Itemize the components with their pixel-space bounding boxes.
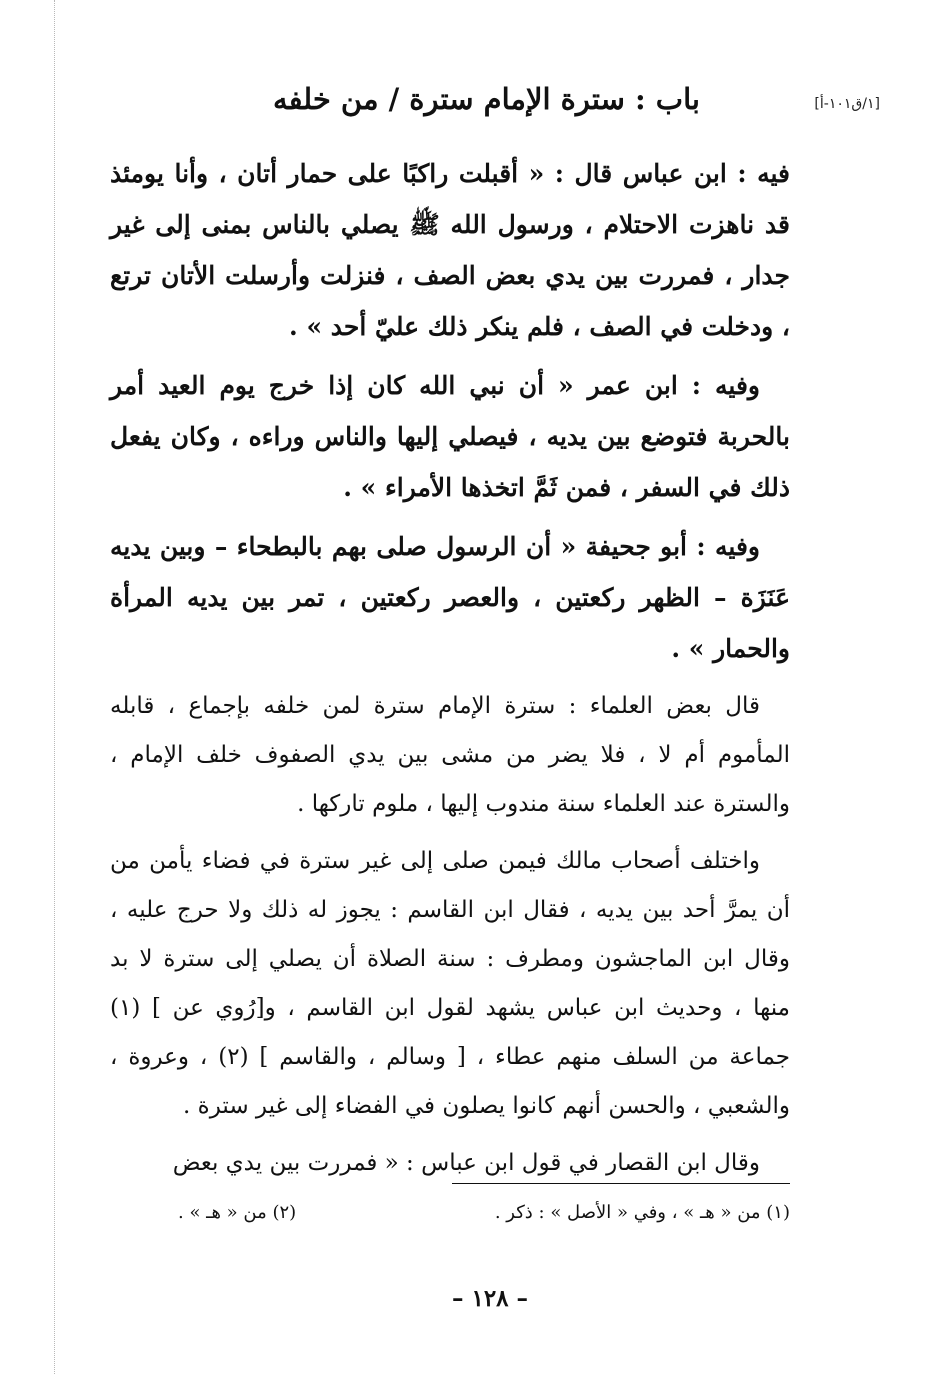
main-text <box>110 148 790 1196</box>
commentary-paragraph: قال بعض العلماء : سترة الإمام سترة لمن خلفه بإجماع ، قابله المأموم أم لا ، فلا يضر من مشى بين يدي الصفوف خلف الإمام ، والسترة عند العلماء سنة مندوب إليها ، ملوم تاركها . <box>110 693 790 817</box>
footnote-1: (١) من « هـ » ، وفي « الأصل » : ذكر . <box>494 1202 790 1223</box>
page-header <box>120 82 880 126</box>
hadith-ibn-abbas: فيه : ابن عباس قال : « أقبلت راكبًا على حمار أتان ، وأنا يومئذ قد ناهزت الاحتلام ، ورسول الله ﷺ يصلي بالناس بمنى إلى غير جدار ، فمررت بين يدي بعض الصف ، فنزلت وأرسلت الأتان ترتع ، ودخلت في الصف ، فلم ينكر ذلك عليّ أحد » . <box>110 159 790 341</box>
footnote-2: (٢) من « هـ » . <box>178 1202 297 1223</box>
gutter-dotted-line <box>54 0 55 1374</box>
chapter-title: باب : سترة الإمام سترة / من خلفه <box>273 82 700 116</box>
footnotes <box>150 1202 790 1232</box>
commentary-paragraph: واختلف أصحاب مالك فيمن صلى إلى غير سترة في فضاء يأمن من أن يمرَّ أحد بين يديه ، فقال ابن القاسم : يجوز له ذلك ولا حرج عليه ، وقال ابن الماجشون ومطرف : سنة الصلاة أن يصلي إلى سترة لا بد منها ، وحديث ابن عباس يشهد لقول ابن القاسم ، و[رُوي عن ] (١) جماعة من السلف منهم عطاء ، [ وسالم ، والقاسم ] (٢) ، وعروة ، والشعبي ، والحسن أنهم كانوا يصلون في الفضاء إلى غير سترة . <box>110 848 790 1119</box>
hadith-abu-juhayfa: وفيه : أبو جحيفة « أن الرسول صلى بهم بالبطحاء – وبين يديه عَنَزَة – الظهر ركعتين ، والعصر ركعتين ، تمر بين يديه المرأة والحمار » . <box>110 532 790 663</box>
manuscript-folio-reference: [١/ق١٠١-أ] <box>814 96 880 112</box>
page-number: – ١٢٨ – <box>451 1285 529 1312</box>
footnote-divider <box>452 1183 790 1184</box>
commentary-paragraph: وقال ابن القصار في قول ابن عباس : « فمررت بين يدي بعض <box>172 1150 760 1176</box>
hadith-ibn-umar: وفيه : ابن عمر « أن نبي الله كان إذا خرج يوم العيد أمر بالحربة فتوضع بين يديه ، فيصلي إليها والناس وراءه ، وكان يفعل ذلك في السفر ، فمن ثَمَّ اتخذها الأمراء » . <box>110 371 791 502</box>
